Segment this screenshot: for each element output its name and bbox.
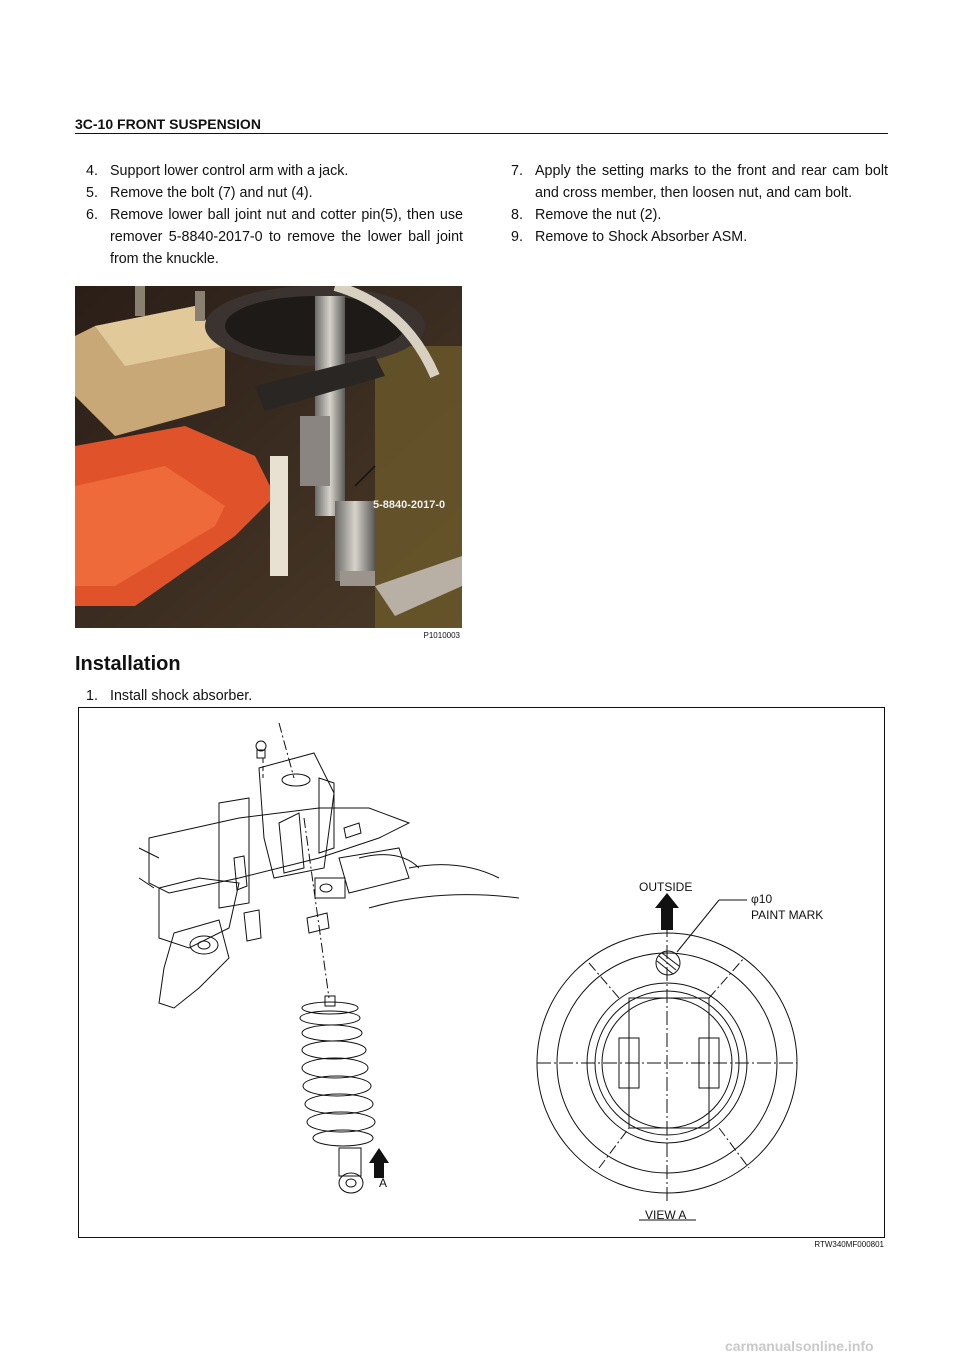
step-number: 4. xyxy=(86,163,98,179)
step-text: Remove to Shock Absorber ASM. xyxy=(535,229,748,245)
arrow-a-label: A xyxy=(379,1176,388,1190)
photo-illustration xyxy=(75,286,462,628)
view-a-drawing xyxy=(537,900,797,1220)
view-a-arrow-icon xyxy=(369,1148,389,1178)
removal-steps-left xyxy=(75,160,463,270)
ball-joint-remover-photo xyxy=(75,286,462,628)
step-item xyxy=(500,204,888,226)
step-item xyxy=(500,160,888,204)
paint-mark-label: PAINT MARK xyxy=(751,908,824,922)
step-number: 7. xyxy=(511,163,523,179)
step-item xyxy=(75,160,463,182)
header-rule xyxy=(75,133,888,134)
view-a-label: VIEW A xyxy=(645,1208,687,1222)
shock-absorber-figure xyxy=(78,707,885,1238)
step-text: Remove the nut (2). xyxy=(535,207,662,223)
watermark: carmanualsonline.info xyxy=(725,1338,874,1354)
photo-code: P1010003 xyxy=(423,631,460,640)
shock-absorber-coil xyxy=(300,996,375,1193)
step-text: Remove lower ball joint nut and cotter pin(5), then use remover 5-8840-2017-0 to remove the lower ball joint from the knuckle. xyxy=(110,207,463,267)
step-text: Apply the setting marks to the front and rear cam bolt and cross member, then loosen nut, and cam bolt. xyxy=(535,163,888,201)
step-number: 5. xyxy=(86,185,98,201)
step-number: 8. xyxy=(511,207,523,223)
removal-steps-right xyxy=(500,160,888,248)
figure-code: RTW340MF000801 xyxy=(814,1240,884,1249)
outside-label: OUTSIDE xyxy=(639,880,693,894)
frame-bracket xyxy=(139,723,519,1008)
diameter-label: φ10 xyxy=(751,892,773,906)
photo-tool-label: 5-8840-2017-0 xyxy=(373,499,446,511)
step-text: Support lower control arm with a jack. xyxy=(110,163,349,179)
step-text: Install shock absorber. xyxy=(110,688,253,704)
outside-arrow-icon xyxy=(655,893,679,930)
step-number: 6. xyxy=(86,207,98,223)
step-item xyxy=(500,226,888,248)
step-text: Remove the bolt (7) and nut (4). xyxy=(110,185,313,201)
step-item xyxy=(75,182,463,204)
page-header: 3C-10 FRONT SUSPENSION xyxy=(75,116,261,132)
figure-drawing xyxy=(79,708,884,1237)
step-number: 1. xyxy=(86,688,98,704)
step-number: 9. xyxy=(511,229,523,245)
step-item xyxy=(75,204,463,270)
installation-title: Installation xyxy=(75,653,181,675)
